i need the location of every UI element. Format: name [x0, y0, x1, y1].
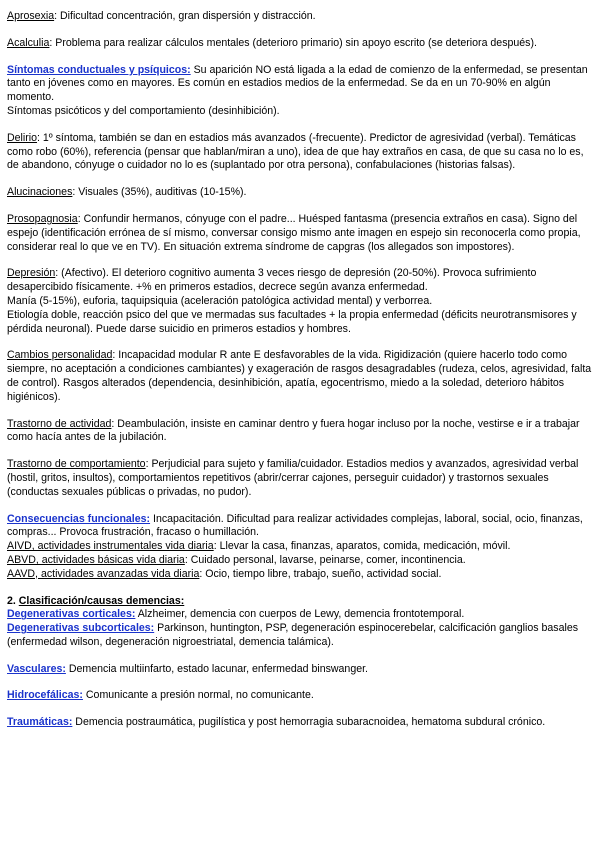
- term-prosopagnosia: Prosopagnosia: [7, 212, 78, 225]
- paragraph-prosopagnosia: [7, 213, 595, 254]
- link-degenerativas-corticales[interactable]: Degenerativas corticales:: [7, 608, 136, 621]
- text-aavd: : Ocio, tiempo libre, trabajo, sueño, actividad social.: [199, 567, 442, 580]
- link-degenerativas-subcorticales[interactable]: Degenerativas subcorticales:: [7, 622, 155, 635]
- text-sintomas: Su aparición NO está ligada a la edad de comienzo de la enfermedad, se presentan tanto en jóvenes como en mayores. Es común en estadios medios de la enfermedad. Se da en un 70-90% en algún momento.: [7, 63, 588, 104]
- text-vasculares: Demencia multiinfarto, estado lacunar, enfermedad binswanger.: [65, 662, 368, 675]
- term-delirio: Delirio: [7, 131, 38, 144]
- line-degenerativas-subcorticales: [7, 622, 595, 650]
- text-abvd: : Cuidado personal, lavarse, peinarse, comer, incontinencia.: [184, 553, 466, 566]
- section2-heading-text: Clasificación/causas demencias:: [18, 594, 185, 607]
- link-traumaticas[interactable]: Traumáticas:: [7, 716, 73, 729]
- section2: [7, 595, 595, 650]
- text-delirio: : 1º síntoma, también se dan en estadios más avanzados (-frecuente). Predictor de agresividad (verbal). Temáticas como robo (60%), referencia (pensar que hablan/miran a uno), idea de que hay extraños en casa, de que su casa no lo es, de abandono, cónyuge o cuidador no lo es (suplantado por otra persona), confabulaciones (historias falsas).: [7, 131, 584, 172]
- section2-heading-num: 2.: [7, 594, 19, 607]
- text-cambios: : Incapacidad modular R ante E desfavorables de la vida. Rigidización (quiere hacerlo todo como siempre, no aceptación a condiciones cambiantes) y exageración de rasgos desagradables (rudeza, celos, agresividad, falta de control). Rasgos alterados (dependencia, desinhibición, apatía, egocentrismo, miedo a la soledad, deterioro hábitos higiénicos).: [7, 349, 592, 403]
- paragraph-traumaticas: [7, 716, 595, 730]
- line-abvd: [7, 554, 595, 568]
- line-aavd: [7, 568, 595, 582]
- paragraph-acalculia: [7, 37, 595, 51]
- link-sintomas[interactable]: Síntomas conductuales y psíquicos:: [7, 63, 191, 76]
- text-degenerativas-subcorticales: Parkinson, huntington, PSP, degeneración espinocerebelar, calcificación ganglios basales (enfermedad wilson, degeneración nigroestriatal, demencia talámica).: [7, 622, 579, 648]
- text-depresion-line3: Etiología doble, reacción psico del que ve mermadas sus facultades + la propia enfermedad (déficits neurotransmisores y pérdida neuronal). Puede darse suicidio en primeros estadios y hombres.: [7, 308, 577, 335]
- text-actividad: : Deambulación, insiste en caminar dentro y fuera hogar incluso por la noche, vestirse e ir a trabajar como hacía antes de la jubilación.: [7, 417, 580, 444]
- term-abvd: ABVD, actividades básicas vida diaria: [7, 553, 185, 566]
- paragraph-cambios: [7, 349, 595, 404]
- term-actividad: Trastorno de actividad: [7, 417, 112, 430]
- link-vasculares[interactable]: Vasculares:: [7, 662, 66, 675]
- link-consecuencias[interactable]: Consecuencias funcionales:: [7, 512, 151, 525]
- term-aprosexia: Aprosexia: [7, 10, 55, 22]
- line-degenerativas-corticales: [7, 608, 595, 622]
- paragraph-comportamiento: [7, 458, 595, 499]
- text-comportamiento: : Perjudicial para sujeto y familia/cuidador. Estadios medios y avanzados, agresividad verbal (hostil, gritos, insultos), comportamientos repetitivos (abrir/cerrar cajones, perseguir cuidador) y trastornos sexuales (conductas sexuales públicas o privadas, no pudor).: [7, 458, 579, 498]
- term-cambios: Cambios personalidad: [7, 349, 113, 362]
- text-hidrocefalicas: Comunicante a presión normal, no comunicante.: [82, 689, 314, 702]
- term-comportamiento: Trastorno de comportamiento: [7, 458, 146, 471]
- text-depresion-line2: Manía (5-15%), euforia, taquipsiquia (aceleración patológica actividad mental) y verborrea.: [7, 294, 433, 307]
- line-aivd: [7, 540, 595, 554]
- term-acalculia: Acalculia: [7, 36, 50, 49]
- paragraph-depresion: [7, 267, 595, 336]
- paragraph-hidrocefalicas: [7, 689, 595, 703]
- text-depresion: : (Afectivo). El deterioro cognitivo aumenta 3 veces riesgo de depresión (20-50%). Provoca sufrimiento desapercibido físicamente. +% en primeros estadios, decrece según avanza enfermedad.: [7, 267, 537, 294]
- text-degenerativas-corticales: Alzheimer, demencia con cuerpos de Lewy, demencia frontotemporal.: [135, 608, 465, 621]
- text-alucinaciones: : Visuales (35%), auditivas (10-15%).: [72, 186, 247, 199]
- term-alucinaciones: Alucinaciones: [7, 186, 73, 199]
- text-sintomas-line2: Síntomas psicóticos y del comportamiento (desinhibición).: [7, 104, 280, 117]
- paragraph-aprosexia: [7, 10, 595, 24]
- text-prosopagnosia: : Confundir hermanos, cónyuge con el padre... Huésped fantasma (presencia extraños en casa). Signo del espejo (identificación errónea de sí mismo, conversar consigo mismo ante imagen en espejo sin reconocerla como propia, considerar real lo que ve en TV). En situación extrema síndrome de capgras (los allegados son impostores).: [7, 212, 581, 253]
- text-consecuencias: Incapacitación. Dificultad para realizar actividades complejas, laboral, social, ocio, finanzas, compras... Provoca frustración, fracaso o humillación.: [7, 512, 583, 539]
- paragraph-vasculares: [7, 663, 595, 677]
- text-traumaticas: Demencia postraumática, pugilística y post hemorragia subaracnoidea, hematoma subdural crónico.: [72, 716, 546, 729]
- text-aivd: : Llevar la casa, finanzas, aparatos, comida, medicación, móvil.: [213, 540, 511, 553]
- document-page: [7, 10, 595, 743]
- term-aavd: AAVD, actividades avanzadas vida diaria: [7, 567, 200, 580]
- text-acalculia: : Problema para realizar cálculos mentales (deterioro primario) sin apoyo escrito (se deteriora después).: [49, 36, 537, 49]
- link-hidrocefalicas[interactable]: Hidrocefálicas:: [7, 689, 83, 702]
- term-aivd: AIVD, actividades instrumentales vida diaria: [7, 540, 214, 553]
- text-aprosexia: : Dificultad concentración, gran dispersión y distracción.: [54, 10, 316, 22]
- paragraph-delirio: [7, 132, 595, 173]
- paragraph-actividad: [7, 418, 595, 446]
- section2-heading: [7, 595, 595, 609]
- paragraph-sintomas: [7, 64, 595, 119]
- term-depresion: Depresión: [7, 267, 56, 280]
- paragraph-alucinaciones: [7, 186, 595, 200]
- paragraph-consecuencias: [7, 513, 595, 582]
